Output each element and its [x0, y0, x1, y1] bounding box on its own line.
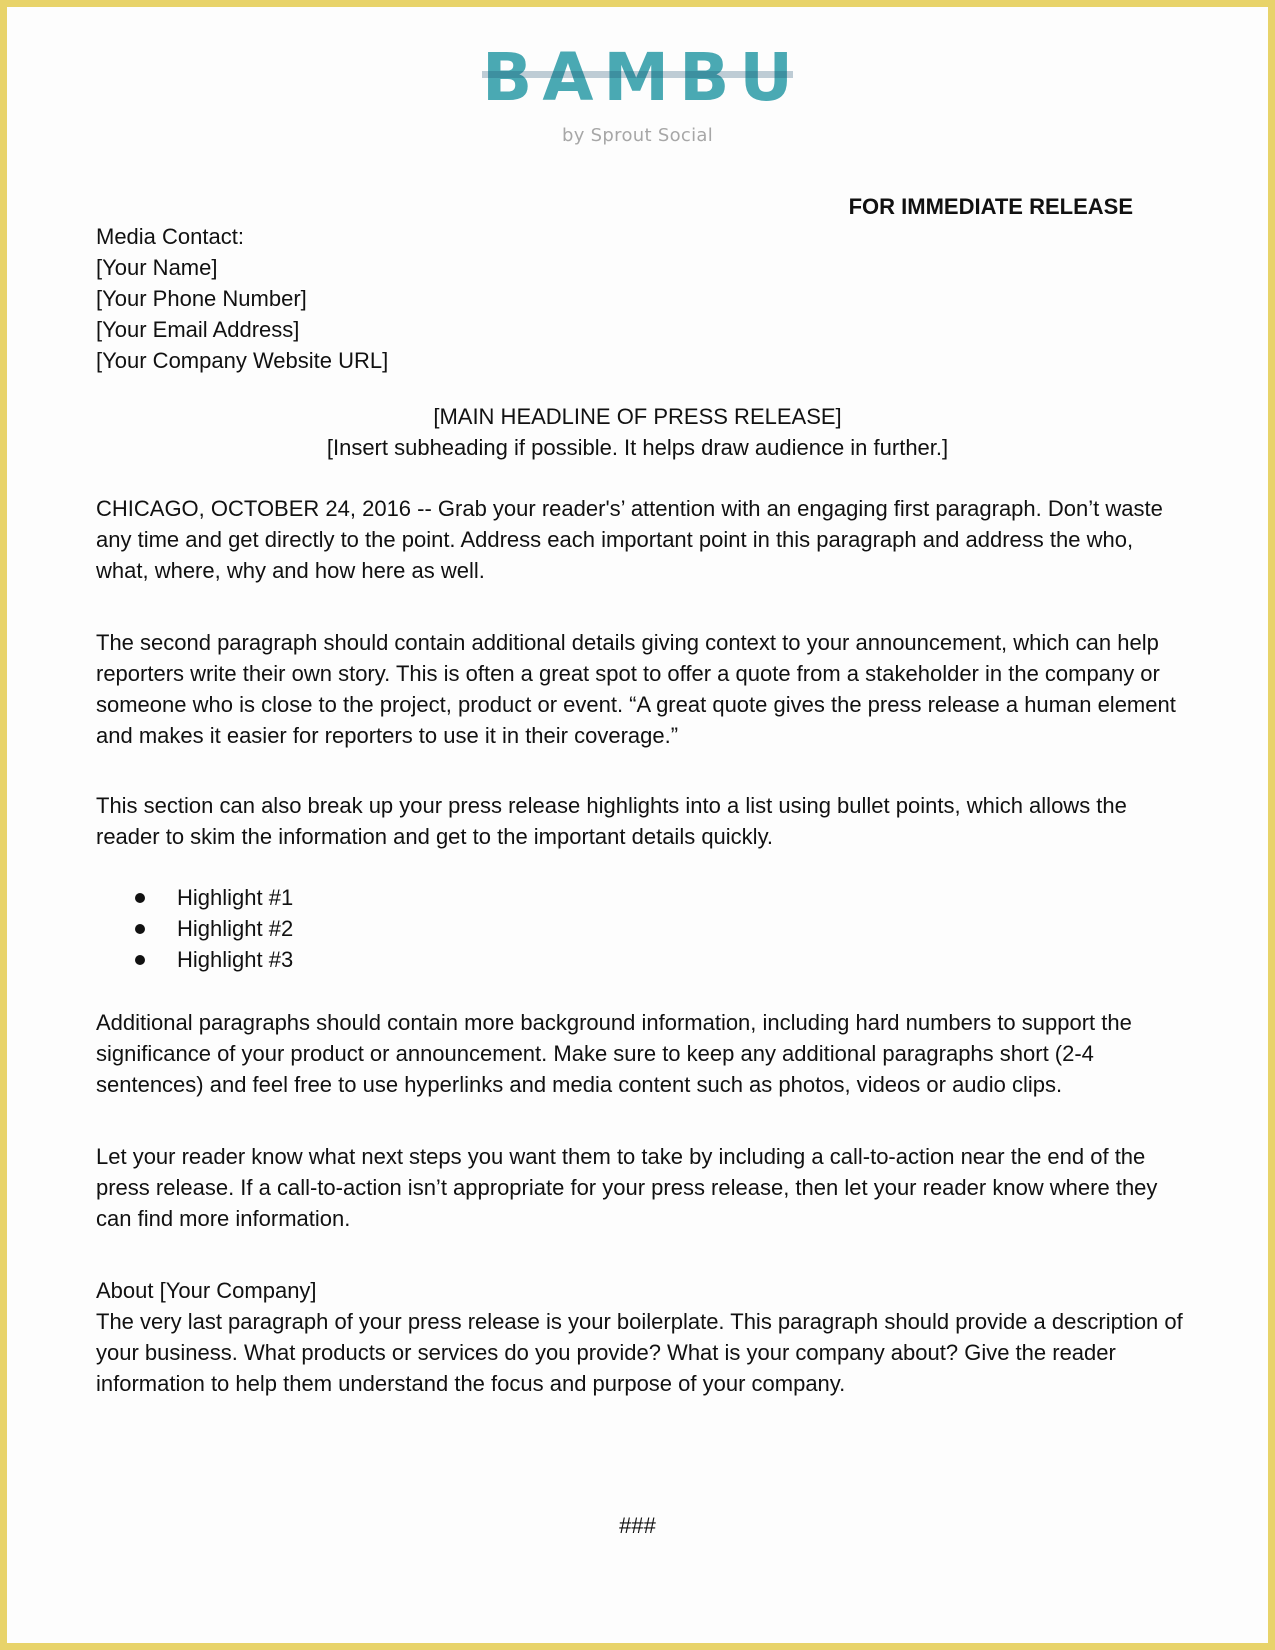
about-heading: About [Your Company]	[96, 1278, 317, 1303]
media-contact-heading: Media Contact:	[96, 224, 244, 249]
list-item	[135, 944, 293, 975]
bullet-icon	[135, 955, 145, 965]
headline-block	[7, 401, 1268, 463]
highlight-text: Highlight #1	[177, 885, 294, 910]
logo-wordmark: BAMBU	[472, 45, 803, 111]
paragraph-bullets-intro: This section can also break up your press release highlights into a list using bullet points, which allows the reader to skim the information and get to the important details quickly.	[96, 793, 1127, 849]
subheading: [Insert subheading if possible. It helps draw audience in further.]	[326, 435, 949, 460]
contact-email: [Your Email Address]	[96, 317, 300, 342]
bullet-icon	[135, 924, 145, 934]
paragraph-background: Additional paragraphs should contain more background information, including hard numbers to support the significance of your product or announcement. Make sure to keep any additional paragraphs short (2-4 sentences) and feel free to use hyperlinks and media content such as photos, videos or audio clips.	[96, 1010, 1132, 1097]
end-mark: ###	[619, 1513, 656, 1538]
media-contact-block	[96, 221, 388, 376]
document	[7, 7, 1268, 1643]
highlights-list	[135, 882, 293, 975]
logo-tagline: by Sprout Social	[561, 125, 714, 146]
main-headline: [MAIN HEADLINE OF PRESS RELEASE]	[433, 404, 842, 429]
release-label: FOR IMMEDIATE RELEASE	[848, 194, 1133, 219]
list-item	[135, 882, 293, 913]
contact-name: [Your Name]	[96, 255, 218, 280]
highlight-text: Highlight #3	[177, 947, 294, 972]
logo	[7, 39, 1268, 146]
contact-phone: [Your Phone Number]	[96, 286, 307, 311]
about-section	[96, 1275, 1186, 1399]
paragraph-context: The second paragraph should contain additional details giving context to your announcement, which can help reporters write their own story. This is often a great spot to offer a quote from a stakeholder in the company or someone who is close to the project, product or event. “A great quote gives the press release a human element and makes it easier for reporters to use it in their coverage.”	[96, 630, 1176, 748]
bullet-icon	[135, 893, 145, 903]
paragraph-call-to-action: Let your reader know what next steps you want them to take by including a call-to-action near the end of the press release. If a call-to-action isn’t appropriate for your press release, then let your reader know where they can find more information.	[96, 1144, 1158, 1231]
list-item	[135, 913, 293, 944]
paragraph-intro: CHICAGO, OCTOBER 24, 2016 -- Grab your reader's’ attention with an engaging first paragraph. Don’t waste any time and get directly to the point. Address each important point in this paragraph and address the who, what, where, why and how here as well.	[96, 496, 1163, 583]
contact-website: [Your Company Website URL]	[96, 348, 389, 373]
paragraph-boilerplate: The very last paragraph of your press release is your boilerplate. This paragraph should provide a description of your business. What products or services do you provide? What is your company about? Give the reader information to help them understand the focus and purpose of your company.	[96, 1309, 1183, 1396]
highlight-text: Highlight #2	[177, 916, 294, 941]
